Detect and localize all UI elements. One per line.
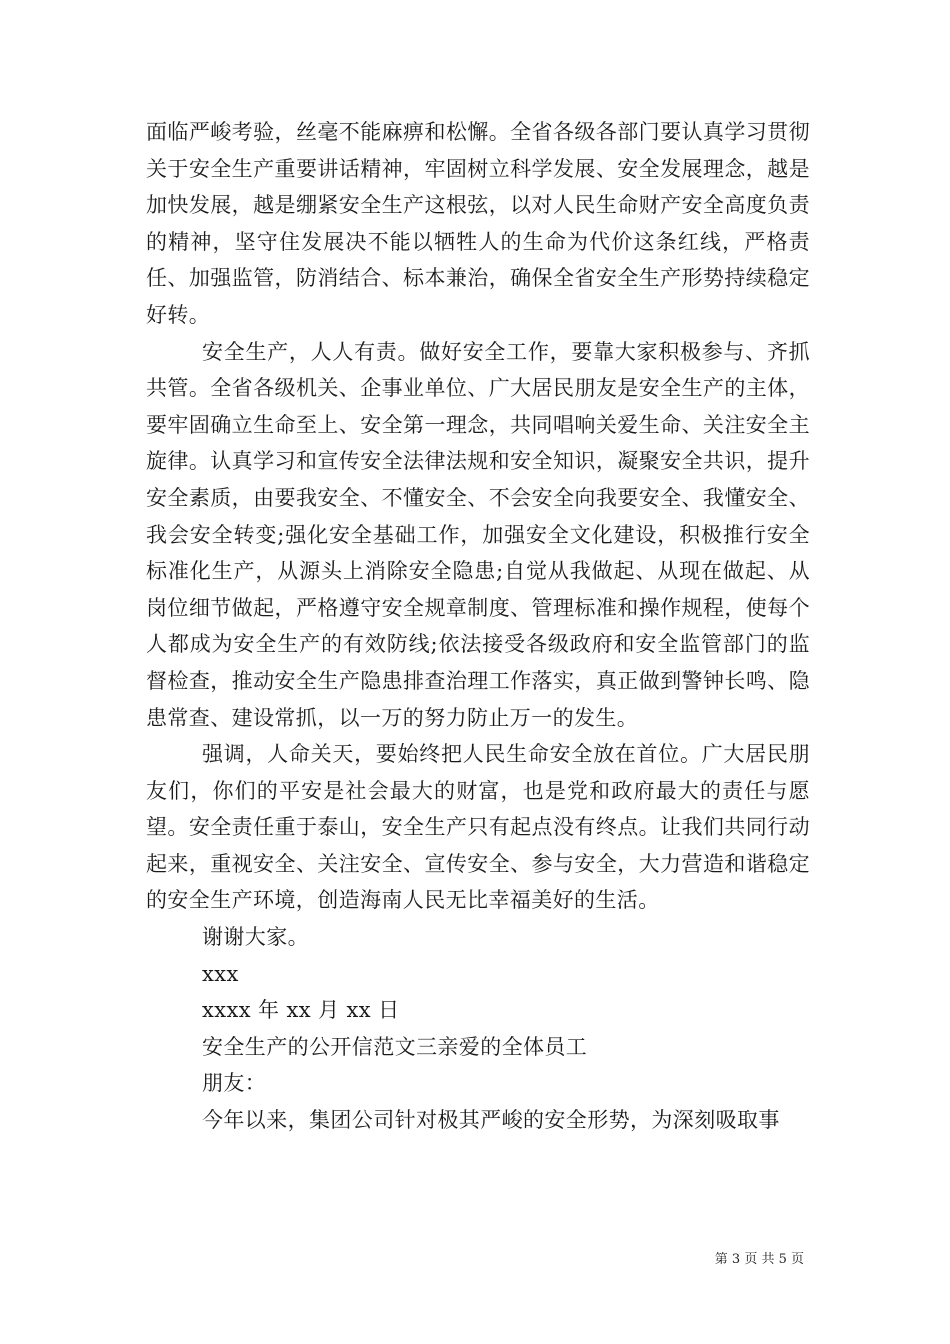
paragraph-emphasis: 强调，人命关天，要始终把人民生命安全放在首位。广大居民朋友们，你们的平安是社会最大的财富，也是党和政府最大的责任与愿望。安全责任重于泰山，安全生产只有起点没有终点。让我们共同行动起来，重视安全、关注安全、宣传安全、参与安全，大力营造和谐稳定的安全生产环境，创造海南人民无比幸福美好的生活。: [146, 742, 810, 913]
section-heading: 安全生产的公开信范文三亲爱的全体员工: [202, 1034, 588, 1059]
signature-date: xxxx 年 xx 月 xx 日: [202, 998, 400, 1023]
paragraph-safety-responsibility: 安全生产，人人有责。做好安全工作，要靠大家积极参与、齐抓共管。全省各级机关、企事业单位、广大居民朋友是安全生产的主体，要牢固确立生命至上、安全第一理念，共同唱响关爱生命、关注安全主旋律。认真学习和宣传安全法律法规和安全知识，凝聚安全共识，提升安全素质，由要我安全、不懂安全、不会安全向我要安全、我懂安全、我会安全转变;强化安全基础工作，加强安全文化建设，积极推行安全标准化生产，从源头上消除安全隐患;自觉从我做起、从现在做起、从岗位细节做起，严格遵守安全规章制度、管理标准和操作规程，使每个人都成为安全生产的有效防线;依法接受各级政府和安全监管部门的监督检查，推动安全生产隐患排查治理工作落实，真正做到警钟长鸣、隐患常查、建设常抓，以一万的努力防止万一的发生。: [146, 339, 810, 730]
paragraph-continuation: 面临严峻考验，丝毫不能麻痹和松懈。全省各级各部门要认真学习贯彻关于安全生产重要讲话精神，牢固树立科学发展、安全发展理念，越是加快发展，越是绷紧安全生产这根弦，以对人民生命财产安全高度负责的精神，坚守住发展决不能以牺牲人的生命为代价这条红线，严格责任、加强监管，防消结合、标本兼治，确保全省安全生产形势持续稳定好转。: [146, 120, 810, 327]
closing-thanks: 谢谢大家。: [202, 925, 309, 950]
paragraph-new-letter: 今年以来，集团公司针对极其严峻的安全形势，为深刻吸取事: [202, 1108, 780, 1133]
document-body: [146, 114, 810, 1139]
page-number-footer: 第 3 页 共 5 页: [714, 1252, 804, 1267]
signature-name: xxx: [202, 961, 239, 986]
salutation: 朋友：: [202, 1071, 267, 1096]
